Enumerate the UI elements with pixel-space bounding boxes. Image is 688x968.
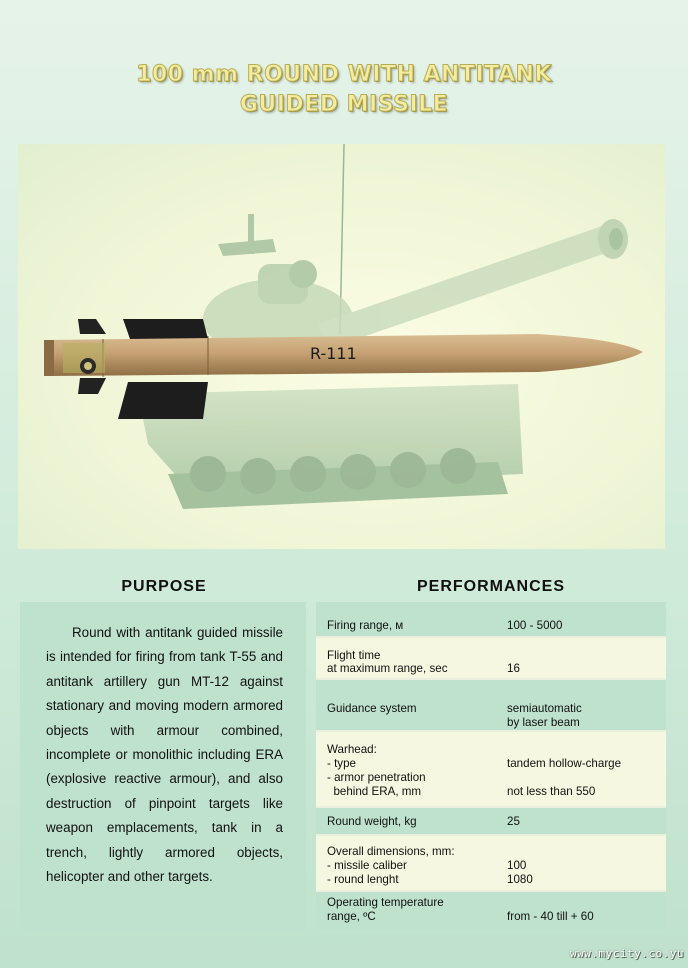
missile-fin-shape <box>78 319 106 334</box>
perf-value: 1080 <box>507 873 533 886</box>
perf-label: Operating temperature <box>327 896 444 909</box>
perf-row-temperature <box>316 892 666 930</box>
perf-label: - round lenght <box>327 873 399 886</box>
perf-value: by laser beam <box>507 716 580 729</box>
purpose-panel <box>20 602 306 932</box>
perf-value: from - 40 till + 60 <box>507 910 594 923</box>
perf-row-guidance <box>316 680 666 730</box>
perf-value: not less than 550 <box>507 785 596 798</box>
perf-label: range, ºC <box>327 910 376 923</box>
footer-url: www.mycity.co.yu <box>570 947 684 960</box>
perf-row-flight-time <box>316 638 666 678</box>
perf-value: 25 <box>507 815 520 828</box>
performances-heading: PERFORMANCES <box>416 578 565 595</box>
missile-marking: R-111 <box>310 344 357 363</box>
perf-label: - armor penetration <box>327 771 426 784</box>
perf-label: Warhead: <box>327 743 377 756</box>
perf-label: - missile caliber <box>327 859 407 872</box>
perf-label: Round weight, kg <box>327 815 417 828</box>
perf-label: behind ERA, mm <box>327 785 422 798</box>
perf-label: - type <box>327 757 356 770</box>
purpose-text: Round with antitank guided missile is intended for firing from tank T-55 and antitank artillery gun MT-12 against stationary and moving modern armored objects with armour combined, incomplete or monolithic including ERA (explosive reactive armour), and also destruction of pinpoint targets like weapon emplacements, tank in a trench, lightly armored objects, helicopter and other targets. <box>46 625 283 885</box>
tank-and-missile-illustration <box>18 144 665 549</box>
performances-table <box>316 602 666 930</box>
perf-value: tandem hollow-charge <box>507 757 622 770</box>
perf-value: 100 - 5000 <box>507 619 563 632</box>
perf-row-firing-range <box>316 602 666 636</box>
page-title-line2: GUIDED MISSILE <box>239 92 449 117</box>
perf-label: at maximum range, sec <box>327 662 448 675</box>
perf-value: 16 <box>507 662 520 675</box>
perf-label: Guidance system <box>327 702 417 715</box>
purpose-heading: PURPOSE <box>121 578 207 595</box>
perf-value: semiautomatic <box>507 702 582 715</box>
page-title <box>0 60 688 120</box>
perf-label: Flight time <box>327 649 381 662</box>
hero-image <box>18 144 665 549</box>
page-title-line1: 100 mm ROUND WITH ANTITANK <box>136 62 552 87</box>
perf-row-warhead <box>316 732 666 806</box>
perf-row-dimensions <box>316 836 666 890</box>
perf-label: Firing range, м <box>327 619 404 632</box>
perf-row-weight <box>316 808 666 834</box>
perf-label: Overall dimensions, mm: <box>327 845 455 858</box>
perf-value: 100 <box>507 859 527 872</box>
